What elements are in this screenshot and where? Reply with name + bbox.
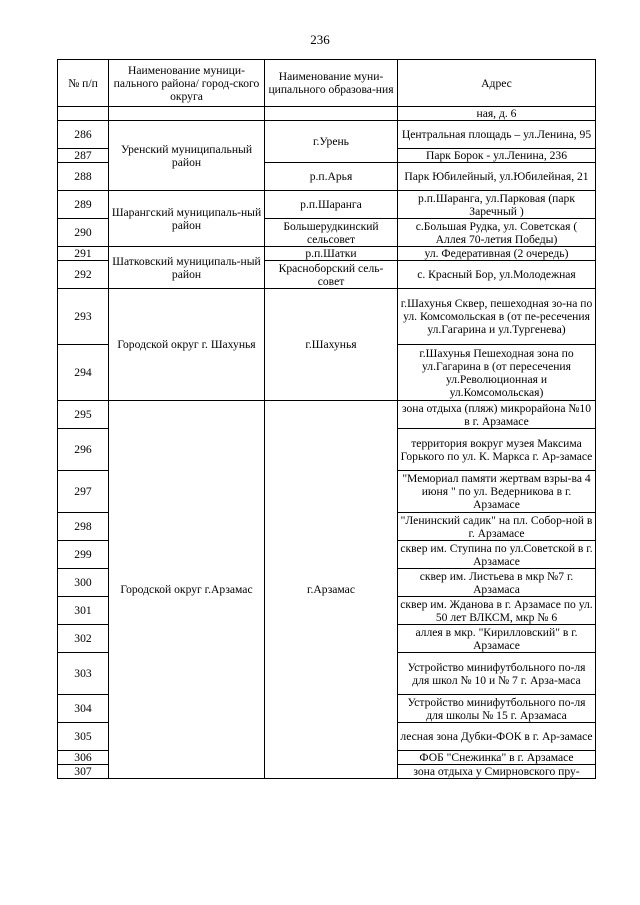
row-num: 302	[58, 625, 109, 653]
row-num: 292	[58, 261, 109, 289]
row-address: ул. Федеративная (2 очередь)	[398, 247, 596, 261]
row-municipality	[265, 107, 398, 121]
row-address: сквер им. Ступина по ул.Советской в г. Арзамасе	[398, 541, 596, 569]
row-district: Уренский муниципальный район	[109, 121, 265, 191]
row-num: 298	[58, 513, 109, 541]
row-municipality: г.Арзамас	[265, 401, 398, 779]
row-address: лесная зона Дубки-ФОК в г. Ар-замасе	[398, 723, 596, 751]
row-address: Центральная площадь – ул.Ленина, 95	[398, 121, 596, 149]
row-district	[109, 107, 265, 121]
row-district: Городской округ г.Арзамас	[109, 401, 265, 779]
row-municipality: р.п.Шатки	[265, 247, 398, 261]
row-num: 287	[58, 149, 109, 163]
page-number: 236	[310, 32, 330, 47]
row-num: 294	[58, 345, 109, 401]
row-municipality: Большерудкинский сельсовет	[265, 219, 398, 247]
row-num: 305	[58, 723, 109, 751]
row-num: 307	[58, 765, 109, 779]
row-address: г.Шахунья Сквер, пешеходная зо-на по ул. Комсомольская в (от пе-ресечения ул.Гагарина и ул.Тургенева)	[398, 289, 596, 345]
row-num: 288	[58, 163, 109, 191]
row-num: 296	[58, 429, 109, 471]
header-address: Адрес	[398, 60, 596, 107]
header-num: № п/п	[58, 60, 109, 107]
header-district: Наименование муници-пального района/ город-ского округа	[109, 60, 265, 107]
row-address: зона отдыха у Смирновского пру-	[398, 765, 596, 779]
row-num: 290	[58, 219, 109, 247]
row-address: Парк Борок - ул.Ленина, 236	[398, 149, 596, 163]
row-district: Городской округ г. Шахунья	[109, 289, 265, 401]
table-row	[58, 289, 596, 345]
row-num: 299	[58, 541, 109, 569]
row-num: 291	[58, 247, 109, 261]
row-address: зона отдыха (пляж) микрорайона №10 в г. Арзамасе	[398, 401, 596, 429]
row-num: 293	[58, 289, 109, 345]
row-num: 286	[58, 121, 109, 149]
row-address: сквер им. Листьева в мкр №7 г. Арзамаса	[398, 569, 596, 597]
row-address: с. Красный Бор, ул.Молодежная	[398, 261, 596, 289]
row-municipality: р.п.Шаранга	[265, 191, 398, 219]
addresses-table	[57, 59, 596, 779]
row-address: г.Шахунья Пешеходная зона по ул.Гагарина в (от пересечения ул.Революционная и ул.Комсомольская)	[398, 345, 596, 401]
row-address: Парк Юбилейный, ул.Юбилейная, 21	[398, 163, 596, 191]
table-row	[58, 107, 596, 121]
row-num: 295	[58, 401, 109, 429]
row-municipality: г.Урень	[265, 121, 398, 163]
row-num: 300	[58, 569, 109, 597]
table-row	[58, 121, 596, 149]
row-municipality: р.п.Арья	[265, 163, 398, 191]
row-address: сквер им. Жданова в г. Арзамасе по ул. 50 лет ВЛКСМ, мкр № 6	[398, 597, 596, 625]
row-num: 289	[58, 191, 109, 219]
row-district: Шарангский муниципаль-ный район	[109, 191, 265, 247]
row-municipality: г.Шахунья	[265, 289, 398, 401]
row-address: ФОБ "Снежинка" в г. Арзамасе	[398, 751, 596, 765]
row-address: "Ленинский садик" на пл. Собор-ной в г. Арзамасе	[398, 513, 596, 541]
row-address: Устройство минифутбольного по-ля для школ № 10 и № 7 г. Арза-маса	[398, 653, 596, 695]
header-municipality: Наименование муни-ципального образова-ния	[265, 60, 398, 107]
row-municipality: Красноборский сель-совет	[265, 261, 398, 289]
row-num: 301	[58, 597, 109, 625]
row-address: территория вокруг музея Максима Горького по ул. К. Маркса г. Ар-замасе	[398, 429, 596, 471]
table-row	[58, 247, 596, 261]
row-num: 297	[58, 471, 109, 513]
row-district: Шатковский муниципаль-ный район	[109, 247, 265, 289]
row-num: 303	[58, 653, 109, 695]
table-row	[58, 401, 596, 429]
row-address: ная, д. 6	[398, 107, 596, 121]
row-num	[58, 107, 109, 121]
table-row	[58, 191, 596, 219]
row-num: 306	[58, 751, 109, 765]
table-header-row	[58, 60, 596, 107]
row-num: 304	[58, 695, 109, 723]
row-address: р.п.Шаранга, ул.Парковая (парк Заречный )	[398, 191, 596, 219]
row-address: "Мемориал памяти жертвам взры-ва 4 июня " по ул. Ведерникова в г. Арзамасе	[398, 471, 596, 513]
row-address: Устройство минифутбольного по-ля для школы № 15 г. Арзамаса	[398, 695, 596, 723]
row-address: с.Большая Рудка, ул. Советская ( Аллея 70-летия Победы)	[398, 219, 596, 247]
row-address: аллея в мкр. "Кирилловский" в г. Арзамасе	[398, 625, 596, 653]
